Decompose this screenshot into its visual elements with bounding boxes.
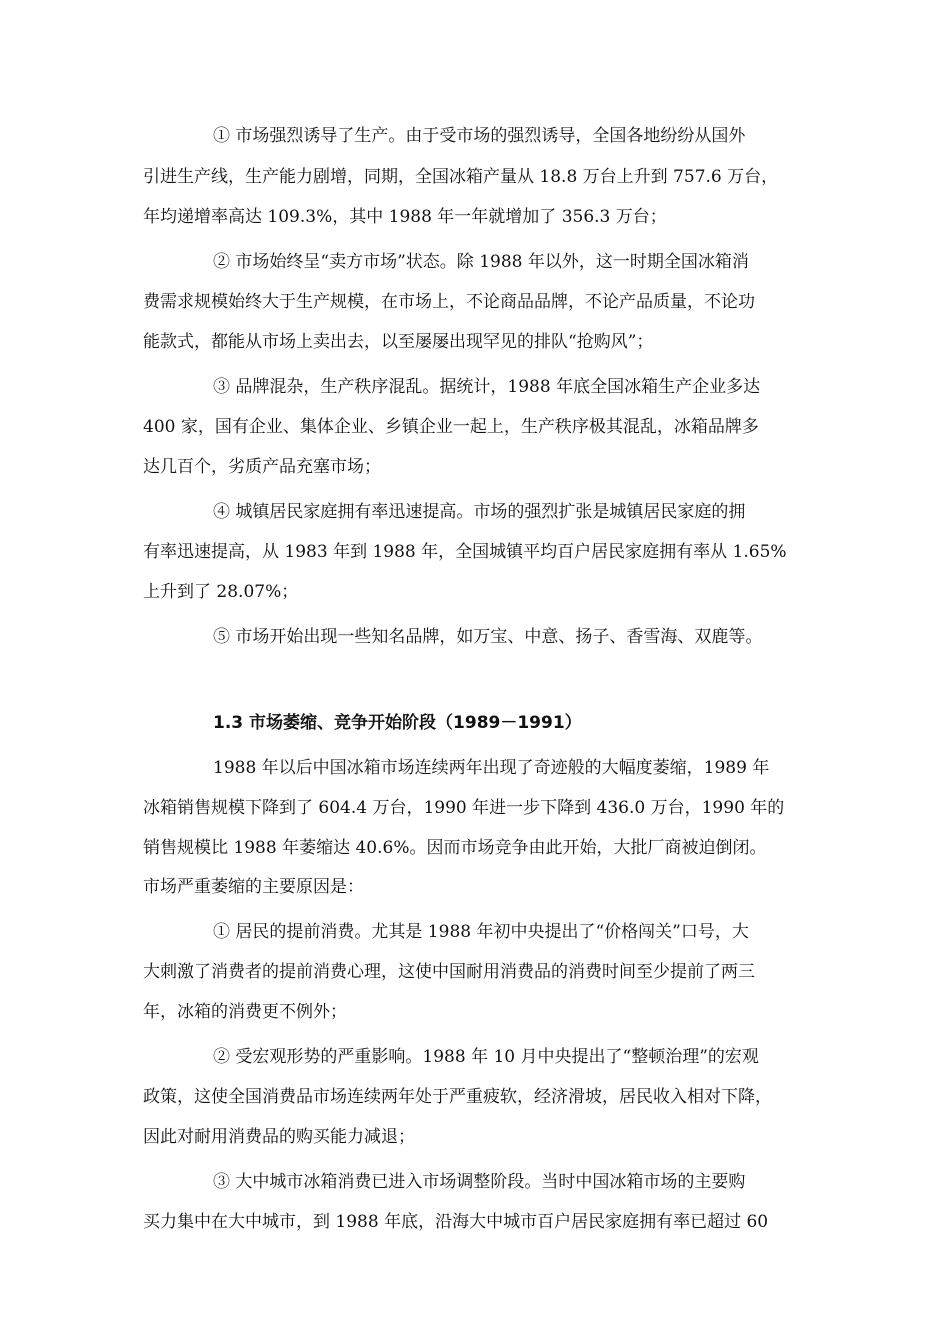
paragraph-2-line-1: ② 市场始终呈“卖方市场”状态。除 1988 年以外，这一时期全国冰箱消 — [213, 252, 749, 272]
paragraph-1-line-1: ① 市场强烈诱导了生产。由于受市场的强烈诱导，全国各地纷纷从国外 — [213, 126, 746, 146]
paragraph-1-line-3: 年均递增率高达 109.3%，其中 1988 年一年就增加了 356.3 万台； — [143, 207, 667, 227]
section-paragraph-3-line-3: 因此对耐用消费品的购买能力减退； — [143, 1127, 415, 1147]
section-paragraph-4-line-1: ③ 大中城市冰箱消费已进入市场调整阶段。当时中国冰箱市场的主要购 — [213, 1172, 746, 1192]
section-paragraph-4-line-2: 买力集中在大中城市，到 1988 年底，沿海大中城市百户居民家庭拥有率已超过 60 — [143, 1212, 769, 1232]
section-paragraph-3-line-1: ② 受宏观形势的严重影响。1988 年 10 月中央提出了“整顿治理”的宏观 — [213, 1047, 759, 1067]
paragraph-3-line-3: 达几百个，劣质产品充塞市场； — [143, 457, 381, 477]
paragraph-4-line-2: 有率迅速提高，从 1983 年到 1988 年，全国城镇平均百户居民家庭拥有率从 1.65% — [143, 542, 787, 562]
paragraph-4-line-3: 上升到了 28.07%； — [143, 582, 299, 602]
section-paragraph-2-line-2: 大刺激了消费者的提前消费心理，这使中国耐用消费品的消费时间至少提前了两三 — [143, 962, 755, 982]
section-paragraph-2-line-3: 年，冰箱的消费更不例外； — [143, 1002, 347, 1022]
section-paragraph-1-line-2: 冰箱销售规模下降到了 604.4 万台，1990 年进一步下降到 436.0 万台，1990 年的 — [143, 798, 785, 818]
paragraph-3-line-1: ③ 品牌混杂，生产秩序混乱。据统计，1988 年底全国冰箱生产企业多达 — [213, 377, 761, 397]
paragraph-3-line-2: 400 家，国有企业、集体企业、乡镇企业一起上，生产秩序极其混乱，冰箱品牌多 — [143, 417, 759, 437]
section-paragraph-1-line-4: 市场严重萎缩的主要原因是： — [143, 877, 364, 897]
section-paragraph-2-line-1: ① 居民的提前消费。尤其是 1988 年初中央提出了“价格闯关”口号，大 — [213, 922, 749, 942]
section-paragraph-1-line-1: 1988 年以后中国冰箱市场连续两年出现了奇迹般的大幅度萎缩，1989 年 — [213, 758, 770, 778]
section-paragraph-1-line-3: 销售规模比 1988 年萎缩达 40.6%。因而市场竞争由此开始，大批厂商被迫倒闭。 — [143, 838, 767, 858]
section-paragraph-3-line-2: 政策，这使全国消费品市场连续两年处于严重疲软，经济滑坡，居民收入相对下降， — [143, 1087, 772, 1107]
paragraph-2-line-3: 能款式，都能从市场上卖出去，以至屡屡出现罕见的排队“抢购风”； — [143, 332, 654, 352]
paragraph-5-line-1: ⑤ 市场开始出现一些知名品牌，如万宝、中意、扬子、香雪海、双鹿等。 — [213, 627, 763, 647]
section-heading: 1.3 市场萎缩、竞争开始阶段（1989－1991） — [213, 713, 582, 733]
paragraph-2-line-2: 费需求规模始终大于生产规模，在市场上，不论商品品牌，不论产品质量，不论功 — [143, 292, 755, 312]
paragraph-4-line-1: ④ 城镇居民家庭拥有率迅速提高。市场的强烈扩张是城镇居民家庭的拥 — [213, 502, 746, 522]
paragraph-1-line-2: 引进生产线，生产能力剧增，同期，全国冰箱产量从 18.8 万台上升到 757.6 万台， — [143, 167, 779, 187]
